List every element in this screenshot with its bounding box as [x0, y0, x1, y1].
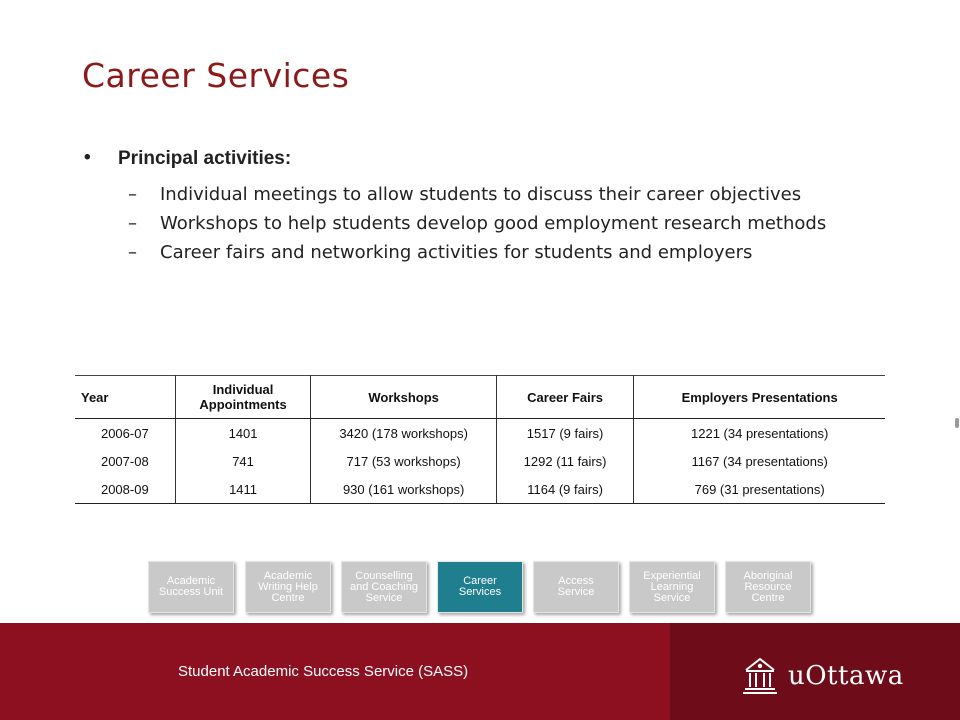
header-appointments: Individual Appointments [175, 376, 311, 419]
bullet-icon: • [84, 147, 91, 168]
cell-year: 2007-08 [75, 447, 175, 475]
nav-academic-success-unit[interactable] [148, 561, 234, 613]
nav-label: Experiential Learning Service [643, 569, 701, 604]
uottawa-logo [742, 656, 904, 696]
cell-appointments: 1411 [175, 475, 311, 504]
cell-appointments: 741 [175, 447, 311, 475]
cell-career-fairs: 1292 (11 fairs) [496, 447, 634, 475]
header-year: Year [75, 376, 175, 419]
nav-label: Academic Success Unit [158, 575, 224, 598]
header-workshops: Workshops [311, 376, 496, 419]
cell-workshops: 3420 (178 workshops) [311, 419, 496, 448]
nav-access-service[interactable] [533, 561, 619, 613]
slide-title: Career Services [82, 56, 350, 95]
edge-mark [955, 418, 959, 428]
cell-workshops: 930 (161 workshops) [311, 475, 496, 504]
cell-year: 2008-09 [75, 475, 175, 504]
cell-employers-presentations: 1221 (34 presentations) [691, 425, 829, 441]
uottawa-logo-text: uOttawa [788, 661, 904, 691]
cell-year: 2006-07 [75, 419, 175, 448]
dash-icon: – [128, 184, 137, 205]
activity-item [84, 238, 884, 267]
nav-label: Academic Writing Help Centre [258, 569, 318, 604]
activity-item [84, 180, 884, 209]
dash-icon: – [128, 242, 137, 263]
activity-text: Workshops to help students develop good employment research methods [160, 213, 827, 234]
nav-label: Counselling and Coaching Service [350, 569, 418, 604]
nav-label: Career Services [458, 575, 502, 598]
footer-text: Student Academic Success Service (SASS) [178, 663, 469, 680]
table-row [75, 447, 885, 475]
nav-academic-writing-help-centre[interactable] [245, 561, 331, 613]
activity-item [84, 209, 850, 238]
university-building-icon [742, 656, 778, 696]
principal-heading-text: Principal activities: [118, 148, 292, 169]
dash-icon: – [128, 213, 137, 234]
nav-label: Aboriginal Resource Centre [743, 569, 793, 604]
nav-career-services[interactable] [437, 561, 523, 613]
nav-label: Access Service [557, 575, 595, 598]
nav-counselling-and-coaching[interactable] [341, 561, 427, 613]
cell-career-fairs: 1164 (9 fairs) [496, 475, 634, 504]
activity-text: Career fairs and networking activities for students and employers [160, 242, 753, 263]
nav-experiential-learning[interactable] [629, 561, 715, 613]
cell-career-fairs: 1517 (9 fairs) [496, 419, 634, 448]
cell-appointments: 1401 [175, 419, 311, 448]
nav-aboriginal-resource-centre[interactable] [725, 561, 811, 613]
table-row [75, 475, 885, 504]
cell-employers-presentations: 1167 (34 presentations) [691, 453, 828, 469]
activities-list [84, 148, 884, 267]
cell-workshops: 717 (53 workshops) [311, 447, 496, 475]
cell-employers-presentations: 769 (31 presentations) [634, 475, 885, 504]
header-employers-presentations: Employers Presentations [634, 376, 885, 419]
table-row [75, 419, 885, 448]
statistics-table [75, 375, 885, 504]
activity-text: Individual meetings to allow students to discuss their career objectives [160, 184, 802, 205]
principal-heading [84, 148, 884, 170]
table-header-row [75, 376, 885, 419]
header-career-fairs: Career Fairs [496, 376, 634, 419]
